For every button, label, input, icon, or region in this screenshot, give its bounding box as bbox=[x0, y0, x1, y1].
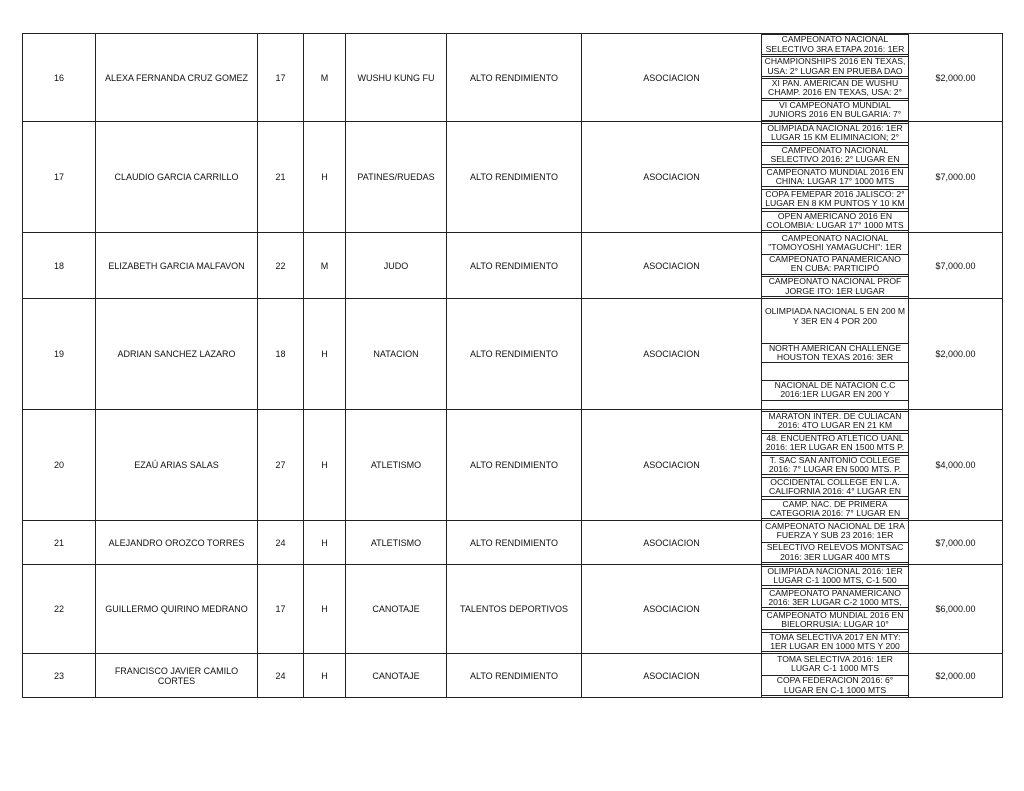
table-row bbox=[23, 521, 1003, 565]
result-entry: COPA FEDERACION 2016: 6° LUGAR EN C-1 1000 MTS bbox=[762, 675, 908, 696]
athlete-type: ASOCIACION bbox=[582, 122, 762, 233]
table-row bbox=[23, 565, 1003, 654]
support-amount: $7,000.00 bbox=[909, 122, 1003, 233]
athlete-type: ASOCIACION bbox=[582, 654, 762, 698]
row-number: 22 bbox=[23, 565, 96, 654]
result-entry: TOMA SELECTIVA 2017 EN MTY: 1ER LUGAR EN 1000 MTS Y 200 bbox=[762, 632, 908, 653]
result-entry: OLIMPIADA NACIONAL 2016: 1ER LUGAR C-1 1000 MTS, C-1 500 bbox=[762, 566, 908, 587]
result-entry: SELECTIVO RELEVOS MONTSAC 2016: 3ER LUGAR 400 MTS bbox=[762, 542, 908, 563]
athlete-sex: H bbox=[304, 299, 346, 410]
athlete-age: 17 bbox=[258, 565, 304, 654]
result-entry: CAMPEONATO PANAMERICANO EN CUBA: PARTICIPÓ bbox=[762, 254, 908, 275]
athlete-type: ASOCIACION bbox=[582, 233, 762, 299]
athlete-results bbox=[762, 521, 909, 565]
result-entry: OCCIDENTAL COLLEGE EN L.A. CALIFORNIA 2016: 4° LUGAR EN bbox=[762, 477, 908, 498]
athlete-name: FRANCISCO JAVIER CAMILO CORTES bbox=[96, 654, 258, 698]
athlete-name: GUILLERMO QUIRINO MEDRANO bbox=[96, 565, 258, 654]
table-row bbox=[23, 410, 1003, 521]
result-entry: CAMPEONATO NACIONAL DE 1RA FUERZA Y SUB 23 2016: 1ER bbox=[765, 521, 905, 541]
athlete-type: ASOCIACION bbox=[582, 410, 762, 521]
athlete-results bbox=[762, 122, 909, 233]
result-entry: CAMPEONATO NACIONAL "TOMOYOSHI YAMAGUCHI": 1ER bbox=[768, 233, 902, 253]
athlete-sex: H bbox=[304, 565, 346, 654]
athlete-type: ASOCIACION bbox=[582, 299, 762, 410]
athlete-age: 17 bbox=[258, 34, 304, 122]
table-row bbox=[23, 34, 1003, 122]
support-amount: $6,000.00 bbox=[909, 565, 1003, 654]
result-entry: XI PAN. AMERICAN DE WUSHU CHAMP. 2016 EN TEXAS, USA: 2° bbox=[762, 78, 908, 99]
athlete-results bbox=[762, 654, 909, 698]
result-entry: NACIONAL DE NATACION C.C 2016:1ER LUGAR EN 200 Y bbox=[762, 380, 908, 401]
athlete-sport: ATLETISMO bbox=[346, 521, 447, 565]
table-row bbox=[23, 654, 1003, 698]
table-row bbox=[23, 299, 1003, 410]
athlete-category: ALTO RENDIMIENTO bbox=[447, 410, 582, 521]
row-number: 19 bbox=[23, 299, 96, 410]
athlete-name: ALEJANDRO OROZCO TORRES bbox=[96, 521, 258, 565]
athlete-sport: WUSHU KUNG FU bbox=[346, 34, 447, 122]
athlete-name: ADRIAN SANCHEZ LAZARO bbox=[96, 299, 258, 410]
result-entry: CAMPEONATO NACIONAL SELECTIVO 2016: 2° LUGAR EN bbox=[762, 145, 908, 166]
athlete-sport: CANOTAJE bbox=[346, 654, 447, 698]
result-entry: MARATON INTER. DE CULIACAN 2016: 4TO LUGAR EN 21 KM bbox=[762, 411, 908, 432]
athlete-age: 24 bbox=[258, 654, 304, 698]
row-number: 23 bbox=[23, 654, 96, 698]
support-amount: $7,000.00 bbox=[909, 233, 1003, 299]
athlete-age: 27 bbox=[258, 410, 304, 521]
result-entry: COPA FEMEPAR 2016 JALISCO: 2° LUGAR EN 8 KM PUNTOS Y 10 KM bbox=[762, 189, 908, 210]
athlete-sport: CANOTAJE bbox=[346, 565, 447, 654]
row-number: 16 bbox=[23, 34, 96, 122]
result-entry: 48. ENCUENTRO ATLETICO UANL 2016: 1ER LUGAR EN 1500 MTS P. bbox=[762, 433, 908, 454]
athlete-age: 22 bbox=[258, 233, 304, 299]
result-entry: CAMPEONATO PANAMERICANO 2016: 3ER LUGAR C-2 1000 MTS, bbox=[762, 588, 908, 609]
athlete-category: ALTO RENDIMIENTO bbox=[447, 233, 582, 299]
athlete-category: ALTO RENDIMIENTO bbox=[447, 122, 582, 233]
result-entry: CAMP. NAC. DE PRIMERA CATEGORIA 2016: 7° LUGAR EN bbox=[762, 499, 908, 520]
athlete-type: ASOCIACION bbox=[582, 34, 762, 122]
result-entry: NORTH AMERICAN CHALLENGE HOUSTON TEXAS 2016: 3ER bbox=[762, 343, 908, 364]
result-entry: CAMPEONATO MUNDIAL 2016 EN CHINA: LUGAR 17° 1000 MTS bbox=[762, 167, 908, 188]
result-entry: VI CAMPEONATO MUNDIAL JUNIORS 2016 EN BULGARIA: 7° bbox=[762, 100, 908, 121]
athletes-table bbox=[22, 33, 1003, 698]
row-number: 20 bbox=[23, 410, 96, 521]
athlete-sex: H bbox=[304, 122, 346, 233]
support-amount: $7,000.00 bbox=[909, 521, 1003, 565]
athlete-sport: PATINES/RUEDAS bbox=[346, 122, 447, 233]
athlete-age: 21 bbox=[258, 122, 304, 233]
result-entry: CAMPEONATO NACIONAL SELECTIVO 3RA ETAPA 2016: 1ER bbox=[762, 34, 908, 55]
athlete-results bbox=[762, 34, 909, 122]
support-amount: $2,000.00 bbox=[909, 299, 1003, 410]
athlete-category: ALTO RENDIMIENTO bbox=[447, 654, 582, 698]
result-entry: CAMPEONATO MUNDIAL 2016 EN BIELORRUSIA: LUGAR 10° bbox=[762, 610, 908, 631]
athlete-name: CLAUDIO GARCIA CARRILLO bbox=[96, 122, 258, 233]
athlete-results bbox=[762, 410, 909, 521]
athlete-type: ASOCIACION bbox=[582, 521, 762, 565]
athlete-sex: H bbox=[304, 654, 346, 698]
result-entry: T. SAC SAN ANTONIO COLLEGE 2016: 7° LUGAR EN 5000 MTS. P. bbox=[762, 455, 908, 476]
athlete-sport: NATACION bbox=[346, 299, 447, 410]
athlete-results bbox=[762, 565, 909, 654]
support-amount: $2,000.00 bbox=[909, 34, 1003, 122]
row-number: 21 bbox=[23, 521, 96, 565]
table-row bbox=[23, 233, 1003, 299]
result-entry: CAMPEONATO NACIONAL PROF JORGE ITO: 1ER LUGAR bbox=[762, 276, 908, 297]
athlete-name: ELIZABETH GARCIA MALFAVON bbox=[96, 233, 258, 299]
support-amount: $4,000.00 bbox=[909, 410, 1003, 521]
athlete-sex: H bbox=[304, 521, 346, 565]
result-entry: OLIMPIADA NACIONAL 5 EN 200 M Y 3ER EN 4 POR 200 bbox=[764, 307, 906, 326]
result-entry: OPEN AMERICANO 2016 EN COLOMBIA: LUGAR 17° 1000 MTS bbox=[762, 211, 908, 232]
athlete-category: TALENTOS DEPORTIVOS bbox=[447, 565, 582, 654]
table-body bbox=[23, 34, 1003, 698]
athlete-category: ALTO RENDIMIENTO bbox=[447, 299, 582, 410]
row-number: 18 bbox=[23, 233, 96, 299]
athlete-results bbox=[762, 233, 909, 299]
athlete-category: ALTO RENDIMIENTO bbox=[447, 521, 582, 565]
result-entry: OLIMPIADA NACIONAL 2016: 1ER LUGAR 15 KM ELIMINACION; 2° bbox=[762, 123, 908, 144]
athlete-sport: JUDO bbox=[346, 233, 447, 299]
table-row bbox=[23, 122, 1003, 233]
athlete-age: 18 bbox=[258, 299, 304, 410]
athlete-sex: M bbox=[304, 233, 346, 299]
athlete-name: ALEXA FERNANDA CRUZ GOMEZ bbox=[96, 34, 258, 122]
athlete-category: ALTO RENDIMIENTO bbox=[447, 34, 582, 122]
result-entry: CHAMPIONSHIPS 2016 EN TEXAS, USA: 2° LUGAR EN PRUEBA DAO bbox=[762, 56, 908, 77]
athlete-sport: ATLETISMO bbox=[346, 410, 447, 521]
athlete-type: ASOCIACION bbox=[582, 565, 762, 654]
athlete-age: 24 bbox=[258, 521, 304, 565]
support-amount: $2,000.00 bbox=[909, 654, 1003, 698]
athlete-sex: M bbox=[304, 34, 346, 122]
athlete-sex: H bbox=[304, 410, 346, 521]
result-entry: TOMA SELECTIVA 2016: 1ER LUGAR C-1 1000 MTS bbox=[777, 654, 893, 674]
athlete-name: EZAÚ ARIAS SALAS bbox=[96, 410, 258, 521]
row-number: 17 bbox=[23, 122, 96, 233]
athlete-results bbox=[762, 299, 909, 410]
